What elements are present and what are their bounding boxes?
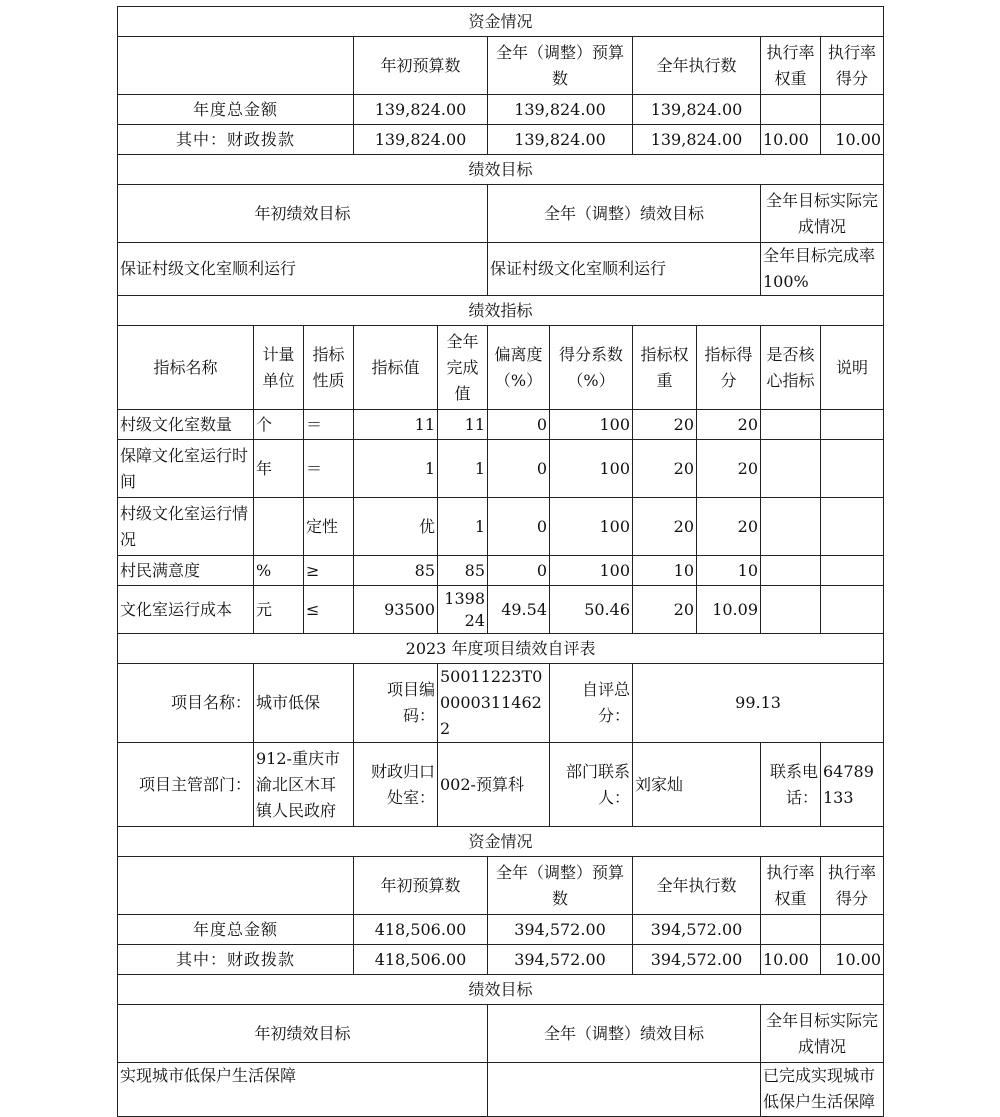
header-actual: 全年完成值 <box>438 326 488 410</box>
indicator-deviation: 0 <box>488 498 550 556</box>
goals-header-row <box>118 1005 884 1063</box>
actual-completion: 全年目标完成率 100% <box>761 243 884 296</box>
header-note: 说明 <box>821 326 884 410</box>
phone: 64789133 <box>821 743 884 827</box>
section-title: 绩效目标 <box>118 975 884 1005</box>
rate-score-value <box>821 915 884 945</box>
funds-fiscal-row <box>118 125 884 155</box>
header-deviation: 偏离度（%） <box>488 326 550 410</box>
executed-value: 139,824.00 <box>633 95 761 125</box>
indicator-target: 85 <box>354 556 438 586</box>
section-title: 绩效目标 <box>118 155 884 185</box>
indicator-row <box>118 498 884 556</box>
adjusted-value: 139,824.00 <box>488 95 633 125</box>
indicator-score: 10 <box>697 556 761 586</box>
header-core: 是否核心指标 <box>761 326 821 410</box>
header-initial-goal: 年初绩效目标 <box>118 1005 488 1063</box>
project-name: 城市低保 <box>254 664 354 743</box>
indicator-actual: 139824 <box>438 586 488 634</box>
indicator-note <box>821 410 884 440</box>
indicator-actual: 11 <box>438 410 488 440</box>
self-score-label: 自评总分： <box>550 664 633 743</box>
header-rate-weight: 执行率权重 <box>761 37 821 95</box>
header-rate-weight: 执行率权重 <box>761 857 821 915</box>
dept: 912-重庆市渝北区木耳镇人民政府 <box>254 743 354 827</box>
header-adjusted-budget: 全年（调整）预算数 <box>488 37 633 95</box>
indicator-core <box>761 410 821 440</box>
indicator-nature: 定性 <box>304 498 354 556</box>
initial-value: 139,824.00 <box>354 95 488 125</box>
header-actual-completion: 全年目标实际完成情况 <box>761 185 884 243</box>
indicator-deviation: 0 <box>488 556 550 586</box>
goals-header-row <box>118 185 884 243</box>
indicator-deviation: 0 <box>488 410 550 440</box>
indicator-row <box>118 440 884 498</box>
indicator-score: 10.09 <box>697 586 761 634</box>
header-blank <box>118 37 354 95</box>
header-executed: 全年执行数 <box>633 37 761 95</box>
rate-weight-value: 10.00 <box>761 125 821 155</box>
goals-title-row <box>118 155 884 185</box>
initial-goal: 实现城市低保户生活保障 <box>118 1063 488 1117</box>
rate-score-value <box>821 95 884 125</box>
header-adjusted-budget: 全年（调整）预算数 <box>488 857 633 915</box>
rate-weight-value <box>761 915 821 945</box>
project-code: 50011223T000003114622 <box>438 664 550 743</box>
indicator-score: 20 <box>697 498 761 556</box>
header-initial-goal: 年初绩效目标 <box>118 185 488 243</box>
indicator-actual: 1 <box>438 440 488 498</box>
form-title-row <box>118 634 884 664</box>
phone-label: 联系电话： <box>761 743 821 827</box>
header-initial-budget: 年初预算数 <box>354 857 488 915</box>
header-indicator-name: 指标名称 <box>118 326 254 410</box>
funds-title-row <box>118 7 884 37</box>
section-title: 资金情况 <box>118 827 884 857</box>
funds-total-row <box>118 915 884 945</box>
header-initial-budget: 年初预算数 <box>354 37 488 95</box>
indicator-nature: ≥ <box>304 556 354 586</box>
funds-title-row <box>118 827 884 857</box>
header-target: 指标值 <box>354 326 438 410</box>
indicator-deviation: 49.54 <box>488 586 550 634</box>
header-actual-completion: 全年目标实际完成情况 <box>761 1005 884 1063</box>
evaluation-document <box>117 6 884 1117</box>
indicator-score: 20 <box>697 410 761 440</box>
indicator-weight: 20 <box>633 498 697 556</box>
indicator-target: 11 <box>354 410 438 440</box>
indicator-coefficient: 50.46 <box>550 586 633 634</box>
header-rate-score: 执行率得分 <box>821 37 884 95</box>
rate-score-value: 10.00 <box>821 125 884 155</box>
indicator-nature: ≤ <box>304 586 354 634</box>
indicator-name: 村级文化室数量 <box>118 410 254 440</box>
indicator-actual: 85 <box>438 556 488 586</box>
adjusted-value: 394,572.00 <box>488 945 633 975</box>
indicator-row <box>118 410 884 440</box>
indicator-target: 1 <box>354 440 438 498</box>
indicators-header-row <box>118 326 884 410</box>
row-label: 年度总金额 <box>118 915 354 945</box>
executed-value: 394,572.00 <box>633 915 761 945</box>
indicator-coefficient: 100 <box>550 498 633 556</box>
indicator-core <box>761 498 821 556</box>
indicator-deviation: 0 <box>488 440 550 498</box>
executed-value: 139,824.00 <box>633 125 761 155</box>
indicator-note <box>821 586 884 634</box>
header-adjusted-goal: 全年（调整）绩效目标 <box>488 1005 761 1063</box>
indicator-weight: 20 <box>633 586 697 634</box>
indicator-actual: 1 <box>438 498 488 556</box>
indicator-unit: % <box>254 556 304 586</box>
initial-value: 139,824.00 <box>354 125 488 155</box>
indicator-name: 村级文化室运行情况 <box>118 498 254 556</box>
indicator-score: 20 <box>697 440 761 498</box>
actual-completion: 已完成实现城市低保户生活保障 <box>761 1063 884 1117</box>
contact-label: 部门联系人： <box>550 743 633 827</box>
project-dept-row <box>118 743 884 827</box>
indicator-note <box>821 556 884 586</box>
indicator-target: 93500 <box>354 586 438 634</box>
project-code-label: 项目编码： <box>354 664 438 743</box>
self-score: 99.13 <box>633 664 884 743</box>
goals-row <box>118 243 884 296</box>
funds-total-row <box>118 95 884 125</box>
adjusted-goal <box>488 1063 761 1117</box>
form-title: 2023 年度项目绩效自评表 <box>118 634 884 664</box>
indicator-unit: 个 <box>254 410 304 440</box>
indicator-unit: 年 <box>254 440 304 498</box>
indicator-nature: ＝ <box>304 440 354 498</box>
indicator-unit: 元 <box>254 586 304 634</box>
goals-row <box>118 1063 884 1117</box>
header-score: 指标得分 <box>697 326 761 410</box>
indicator-coefficient: 100 <box>550 440 633 498</box>
header-adjusted-goal: 全年（调整）绩效目标 <box>488 185 761 243</box>
indicator-name: 保障文化室运行时间 <box>118 440 254 498</box>
evaluation-table <box>117 6 884 1117</box>
indicator-coefficient: 100 <box>550 556 633 586</box>
indicator-row <box>118 586 884 634</box>
indicator-coefficient: 100 <box>550 410 633 440</box>
indicator-name: 村民满意度 <box>118 556 254 586</box>
header-nature: 指标性质 <box>304 326 354 410</box>
funds-header-row <box>118 37 884 95</box>
section-title: 绩效指标 <box>118 296 884 326</box>
indicator-core <box>761 586 821 634</box>
indicator-unit <box>254 498 304 556</box>
project-name-label: 项目名称： <box>118 664 254 743</box>
header-weight: 指标权重 <box>633 326 697 410</box>
adjusted-value: 139,824.00 <box>488 125 633 155</box>
finance-office: 002-预算科 <box>438 743 550 827</box>
header-coefficient: 得分系数（%） <box>550 326 633 410</box>
row-label: 其中：财政拨款 <box>118 945 354 975</box>
executed-value: 394,572.00 <box>633 945 761 975</box>
finance-label: 财政归口处室： <box>354 743 438 827</box>
header-rate-score: 执行率得分 <box>821 857 884 915</box>
indicator-weight: 20 <box>633 410 697 440</box>
indicator-core <box>761 556 821 586</box>
indicator-core <box>761 440 821 498</box>
indicator-note <box>821 440 884 498</box>
rate-score-value: 10.00 <box>821 945 884 975</box>
indicator-target: 优 <box>354 498 438 556</box>
contact-person: 刘家灿 <box>633 743 761 827</box>
row-label: 年度总金额 <box>118 95 354 125</box>
indicator-weight: 10 <box>633 556 697 586</box>
indicator-name: 文化室运行成本 <box>118 586 254 634</box>
adjusted-goal: 保证村级文化室顺利运行 <box>488 243 761 296</box>
initial-value: 418,506.00 <box>354 915 488 945</box>
project-info-row <box>118 664 884 743</box>
indicator-nature: ＝ <box>304 410 354 440</box>
row-label: 其中：财政拨款 <box>118 125 354 155</box>
indicator-weight: 20 <box>633 440 697 498</box>
adjusted-value: 394,572.00 <box>488 915 633 945</box>
indicator-row <box>118 556 884 586</box>
header-unit: 计量单位 <box>254 326 304 410</box>
section-title: 资金情况 <box>118 7 884 37</box>
indicators-title-row <box>118 296 884 326</box>
indicator-note <box>821 498 884 556</box>
initial-goal: 保证村级文化室顺利运行 <box>118 243 488 296</box>
funds-header-row <box>118 857 884 915</box>
rate-weight-value: 10.00 <box>761 945 821 975</box>
header-executed: 全年执行数 <box>633 857 761 915</box>
goals-title-row <box>118 975 884 1005</box>
header-blank <box>118 857 354 915</box>
funds-fiscal-row <box>118 945 884 975</box>
dept-label: 项目主管部门： <box>118 743 254 827</box>
initial-value: 418,506.00 <box>354 945 488 975</box>
rate-weight-value <box>761 95 821 125</box>
